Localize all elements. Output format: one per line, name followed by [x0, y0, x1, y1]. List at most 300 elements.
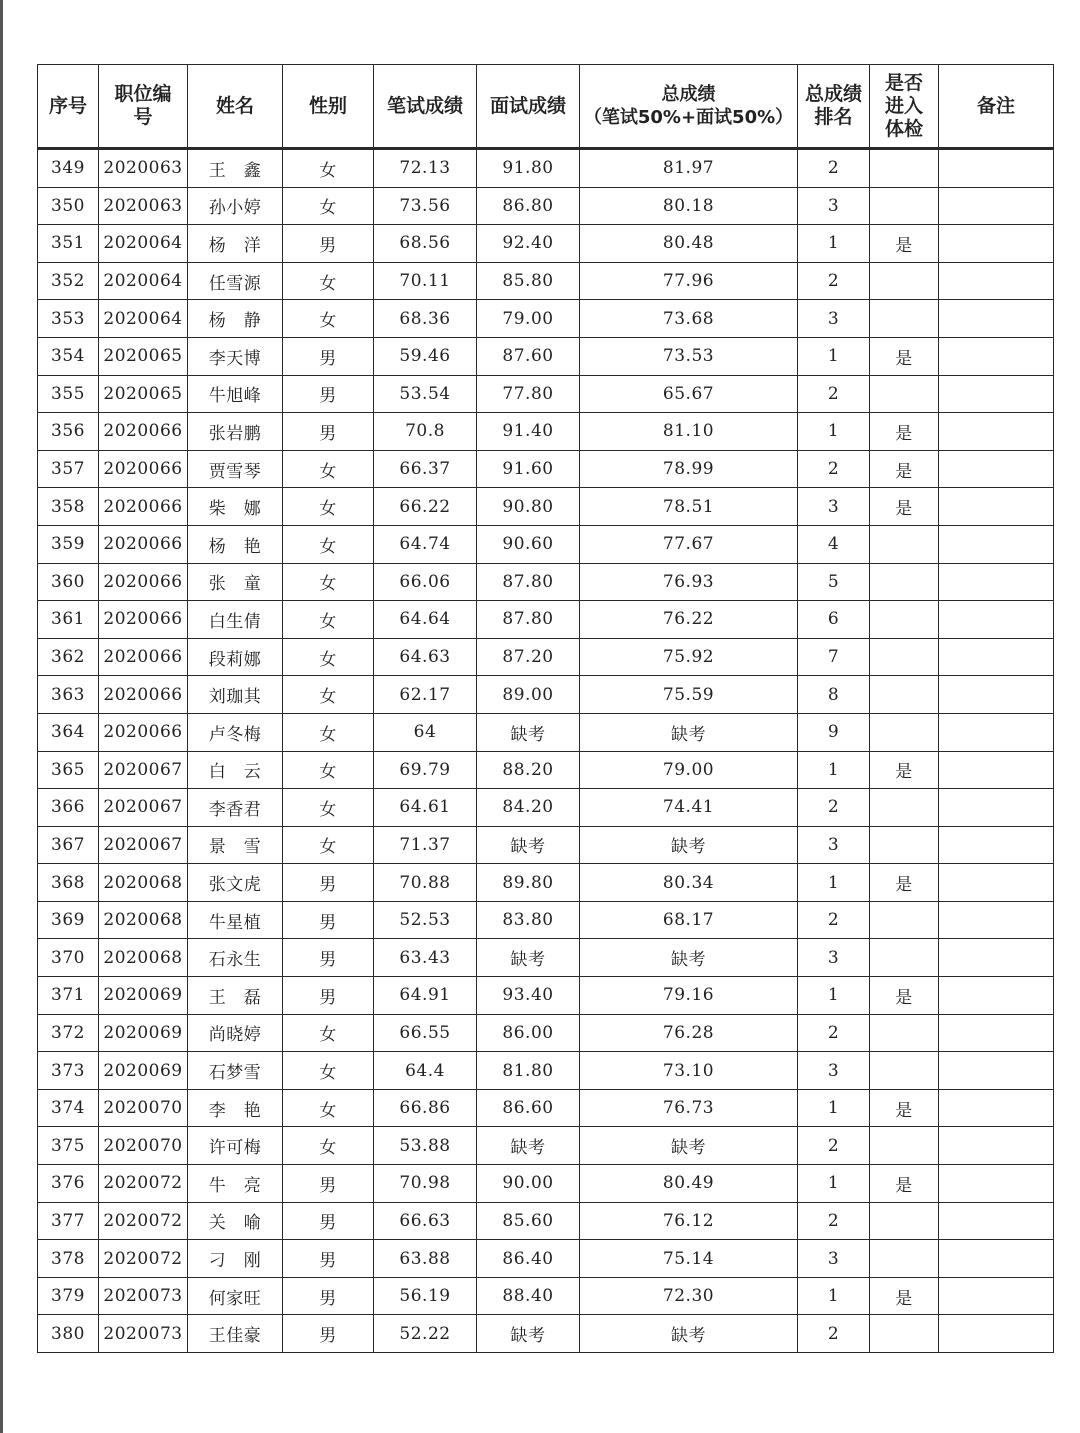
cell-gender: 女 [283, 149, 374, 188]
cell-total-score: 75.59 [580, 676, 798, 714]
cell-physical-exam [870, 1052, 939, 1090]
cell-written-score: 66.06 [374, 563, 477, 601]
cell-written-score: 63.88 [374, 1240, 477, 1278]
cell-position-code: 2020066 [99, 601, 188, 639]
cell-written-score: 64 [374, 713, 477, 751]
cell-interview-score: 89.00 [477, 676, 580, 714]
cell-gender: 男 [283, 1277, 374, 1315]
cell-interview-score: 缺考 [477, 713, 580, 751]
header-total-score [580, 65, 798, 149]
cell-total-score: 76.12 [580, 1202, 798, 1240]
header-physical-exam-line-3: 体检 [884, 117, 923, 140]
cell-gender: 男 [283, 1202, 374, 1240]
cell-rank: 1 [798, 864, 870, 902]
cell-physical-exam: 是 [870, 337, 939, 375]
cell-rank: 5 [798, 563, 870, 601]
cell-interview-score: 87.80 [477, 601, 580, 639]
cell-total-score: 缺考 [580, 713, 798, 751]
cell-name: 李 艳 [188, 1089, 283, 1127]
cell-gender: 女 [283, 1014, 374, 1052]
cell-interview-score: 89.80 [477, 864, 580, 902]
cell-physical-exam: 是 [870, 864, 939, 902]
header-rank-line-1: 总成绩 [804, 83, 862, 105]
cell-physical-exam: 是 [870, 1277, 939, 1315]
cell-rank: 2 [798, 450, 870, 488]
cell-position-code: 2020072 [99, 1165, 188, 1203]
cell-total-score: 81.97 [580, 149, 798, 188]
cell-written-score: 64.64 [374, 601, 477, 639]
cell-gender: 女 [283, 789, 374, 827]
cell-physical-exam [870, 1014, 939, 1052]
cell-seq: 352 [38, 262, 99, 300]
table-row [38, 563, 1054, 601]
table-row [38, 1165, 1054, 1203]
cell-physical-exam: 是 [870, 1165, 939, 1203]
cell-interview-score: 88.20 [477, 751, 580, 789]
cell-rank: 2 [798, 262, 870, 300]
header-seq: 序号 [38, 65, 99, 149]
header-position-code [99, 65, 188, 149]
cell-name: 张文虎 [188, 864, 283, 902]
cell-remark [939, 713, 1054, 751]
cell-rank: 1 [798, 1277, 870, 1315]
cell-remark [939, 638, 1054, 676]
cell-position-code: 2020067 [99, 826, 188, 864]
cell-gender: 女 [283, 488, 374, 526]
cell-position-code: 2020066 [99, 488, 188, 526]
cell-physical-exam [870, 789, 939, 827]
cell-rank: 3 [798, 826, 870, 864]
cell-name: 李天博 [188, 337, 283, 375]
cell-physical-exam [870, 676, 939, 714]
cell-physical-exam: 是 [870, 977, 939, 1015]
header-rank [798, 65, 870, 149]
cell-name: 许可梅 [188, 1127, 283, 1165]
cell-seq: 375 [38, 1127, 99, 1165]
header-remark: 备注 [939, 65, 1054, 149]
cell-interview-score: 86.60 [477, 1089, 580, 1127]
cell-total-score: 80.18 [580, 187, 798, 225]
cell-remark [939, 1315, 1054, 1353]
cell-name: 任雪源 [188, 262, 283, 300]
cell-gender: 女 [283, 187, 374, 225]
cell-seq: 380 [38, 1315, 99, 1353]
cell-interview-score: 86.00 [477, 1014, 580, 1052]
cell-name: 何家旺 [188, 1277, 283, 1315]
cell-rank: 1 [798, 751, 870, 789]
header-total-score-line-1: 总成绩 [661, 84, 716, 105]
cell-position-code: 2020066 [99, 563, 188, 601]
table-row [38, 1089, 1054, 1127]
cell-gender: 男 [283, 1315, 374, 1353]
cell-rank: 3 [798, 1240, 870, 1278]
cell-physical-exam: 是 [870, 450, 939, 488]
cell-name: 关 喻 [188, 1202, 283, 1240]
table-header [38, 65, 1054, 149]
cell-gender: 男 [283, 864, 374, 902]
cell-remark [939, 1127, 1054, 1165]
cell-position-code: 2020070 [99, 1127, 188, 1165]
cell-physical-exam: 是 [870, 413, 939, 451]
cell-seq: 368 [38, 864, 99, 902]
cell-interview-score: 77.80 [477, 375, 580, 413]
cell-interview-score: 88.40 [477, 1277, 580, 1315]
cell-physical-exam [870, 601, 939, 639]
header-physical-exam [870, 65, 939, 149]
cell-total-score: 80.34 [580, 864, 798, 902]
cell-rank: 3 [798, 187, 870, 225]
cell-remark [939, 864, 1054, 902]
cell-written-score: 52.22 [374, 1315, 477, 1353]
cell-total-score: 77.96 [580, 262, 798, 300]
cell-gender: 男 [283, 225, 374, 263]
cell-remark [939, 488, 1054, 526]
cell-position-code: 2020065 [99, 375, 188, 413]
cell-gender: 女 [283, 713, 374, 751]
cell-seq: 374 [38, 1089, 99, 1127]
cell-physical-exam [870, 713, 939, 751]
cell-name: 张 童 [188, 563, 283, 601]
cell-total-score: 80.48 [580, 225, 798, 263]
cell-name: 杨 洋 [188, 225, 283, 263]
cell-remark [939, 939, 1054, 977]
cell-rank: 3 [798, 939, 870, 977]
cell-seq: 372 [38, 1014, 99, 1052]
table-row [38, 601, 1054, 639]
cell-physical-exam [870, 563, 939, 601]
cell-name: 牛星植 [188, 901, 283, 939]
cell-written-score: 73.56 [374, 187, 477, 225]
cell-rank: 2 [798, 1014, 870, 1052]
cell-seq: 362 [38, 638, 99, 676]
table-row [38, 676, 1054, 714]
cell-seq: 364 [38, 713, 99, 751]
cell-interview-score: 86.40 [477, 1240, 580, 1278]
cell-written-score: 64.91 [374, 977, 477, 1015]
cell-physical-exam [870, 300, 939, 338]
cell-total-score: 73.53 [580, 337, 798, 375]
cell-total-score: 缺考 [580, 826, 798, 864]
cell-interview-score: 87.60 [477, 337, 580, 375]
cell-name: 段莉娜 [188, 638, 283, 676]
cell-name: 刁 刚 [188, 1240, 283, 1278]
cell-rank: 1 [798, 1089, 870, 1127]
cell-interview-score: 91.80 [477, 149, 580, 188]
cell-total-score: 73.68 [580, 300, 798, 338]
cell-physical-exam [870, 1127, 939, 1165]
cell-physical-exam [870, 1315, 939, 1353]
cell-interview-score: 缺考 [477, 826, 580, 864]
table-row [38, 1240, 1054, 1278]
cell-interview-score: 85.80 [477, 262, 580, 300]
header-physical-exam-line-2: 进入 [884, 94, 923, 117]
cell-seq: 357 [38, 450, 99, 488]
cell-name: 白 云 [188, 751, 283, 789]
cell-written-score: 64.61 [374, 789, 477, 827]
cell-remark [939, 375, 1054, 413]
cell-remark [939, 676, 1054, 714]
cell-gender: 女 [283, 1127, 374, 1165]
table-row [38, 977, 1054, 1015]
cell-seq: 359 [38, 525, 99, 563]
cell-rank: 2 [798, 789, 870, 827]
cell-position-code: 2020072 [99, 1202, 188, 1240]
cell-physical-exam: 是 [870, 225, 939, 263]
table-body [38, 149, 1054, 1353]
cell-written-score: 68.56 [374, 225, 477, 263]
cell-gender: 男 [283, 977, 374, 1015]
cell-seq: 354 [38, 337, 99, 375]
cell-position-code: 2020066 [99, 676, 188, 714]
table-row [38, 751, 1054, 789]
cell-seq: 370 [38, 939, 99, 977]
cell-remark [939, 1240, 1054, 1278]
cell-total-score: 缺考 [580, 939, 798, 977]
cell-position-code: 2020068 [99, 901, 188, 939]
cell-name: 杨 静 [188, 300, 283, 338]
cell-position-code: 2020065 [99, 337, 188, 375]
cell-position-code: 2020064 [99, 262, 188, 300]
cell-written-score: 64.63 [374, 638, 477, 676]
cell-name: 刘珈其 [188, 676, 283, 714]
cell-position-code: 2020066 [99, 638, 188, 676]
cell-remark [939, 187, 1054, 225]
table-row [38, 1315, 1054, 1353]
cell-total-score: 68.17 [580, 901, 798, 939]
cell-position-code: 2020064 [99, 225, 188, 263]
cell-gender: 女 [283, 525, 374, 563]
cell-seq: 356 [38, 413, 99, 451]
cell-physical-exam [870, 149, 939, 188]
cell-physical-exam [870, 1240, 939, 1278]
cell-position-code: 2020073 [99, 1315, 188, 1353]
cell-gender: 男 [283, 1165, 374, 1203]
cell-interview-score: 87.80 [477, 563, 580, 601]
table-row [38, 337, 1054, 375]
cell-position-code: 2020068 [99, 864, 188, 902]
cell-seq: 355 [38, 375, 99, 413]
cell-position-code: 2020073 [99, 1277, 188, 1315]
cell-seq: 367 [38, 826, 99, 864]
table-row [38, 187, 1054, 225]
cell-name: 牛 亮 [188, 1165, 283, 1203]
cell-remark [939, 563, 1054, 601]
cell-gender: 女 [283, 450, 374, 488]
cell-written-score: 64.74 [374, 525, 477, 563]
cell-interview-score: 84.20 [477, 789, 580, 827]
cell-written-score: 70.88 [374, 864, 477, 902]
cell-total-score: 78.99 [580, 450, 798, 488]
cell-total-score: 79.00 [580, 751, 798, 789]
cell-physical-exam [870, 1202, 939, 1240]
cell-rank: 2 [798, 149, 870, 188]
cell-interview-score: 93.40 [477, 977, 580, 1015]
header-position-code-line-1: 职位编 [114, 83, 172, 105]
cell-remark [939, 413, 1054, 451]
cell-physical-exam: 是 [870, 1089, 939, 1127]
table-row [38, 149, 1054, 188]
cell-rank: 2 [798, 1127, 870, 1165]
cell-seq: 363 [38, 676, 99, 714]
cell-rank: 4 [798, 525, 870, 563]
cell-position-code: 2020069 [99, 1052, 188, 1090]
cell-rank: 1 [798, 225, 870, 263]
cell-written-score: 64.4 [374, 1052, 477, 1090]
table-row [38, 713, 1054, 751]
cell-rank: 1 [798, 337, 870, 375]
cell-seq: 378 [38, 1240, 99, 1278]
cell-remark [939, 450, 1054, 488]
cell-physical-exam [870, 901, 939, 939]
cell-written-score: 69.79 [374, 751, 477, 789]
table-row [38, 1277, 1054, 1315]
cell-position-code: 2020066 [99, 413, 188, 451]
cell-name: 贾雪琴 [188, 450, 283, 488]
table-row [38, 864, 1054, 902]
cell-written-score: 66.55 [374, 1014, 477, 1052]
header-written-score: 笔试成绩 [374, 65, 477, 149]
cell-position-code: 2020063 [99, 187, 188, 225]
table-row [38, 939, 1054, 977]
cell-interview-score: 86.80 [477, 187, 580, 225]
cell-total-score: 78.51 [580, 488, 798, 526]
cell-physical-exam [870, 525, 939, 563]
cell-position-code: 2020067 [99, 789, 188, 827]
header-physical-exam-line-1: 是否 [884, 71, 923, 94]
cell-written-score: 53.88 [374, 1127, 477, 1165]
cell-gender: 女 [283, 1089, 374, 1127]
cell-written-score: 71.37 [374, 826, 477, 864]
cell-interview-score: 缺考 [477, 939, 580, 977]
cell-name: 石永生 [188, 939, 283, 977]
cell-position-code: 2020066 [99, 713, 188, 751]
cell-interview-score: 缺考 [477, 1315, 580, 1353]
cell-seq: 376 [38, 1165, 99, 1203]
cell-rank: 3 [798, 1052, 870, 1090]
cell-name: 杨 艳 [188, 525, 283, 563]
cell-gender: 女 [283, 262, 374, 300]
cell-seq: 366 [38, 789, 99, 827]
cell-rank: 2 [798, 1202, 870, 1240]
cell-physical-exam [870, 187, 939, 225]
cell-remark [939, 901, 1054, 939]
cell-interview-score: 90.60 [477, 525, 580, 563]
cell-physical-exam: 是 [870, 751, 939, 789]
cell-rank: 1 [798, 1165, 870, 1203]
cell-gender: 女 [283, 826, 374, 864]
cell-rank: 9 [798, 713, 870, 751]
cell-position-code: 2020069 [99, 1014, 188, 1052]
cell-remark [939, 751, 1054, 789]
cell-gender: 男 [283, 375, 374, 413]
cell-physical-exam [870, 939, 939, 977]
cell-rank: 8 [798, 676, 870, 714]
cell-rank: 1 [798, 413, 870, 451]
table-row [38, 826, 1054, 864]
cell-written-score: 56.19 [374, 1277, 477, 1315]
cell-rank: 1 [798, 977, 870, 1015]
cell-gender: 男 [283, 901, 374, 939]
cell-rank: 2 [798, 375, 870, 413]
cell-written-score: 66.86 [374, 1089, 477, 1127]
cell-position-code: 2020068 [99, 939, 188, 977]
cell-written-score: 68.36 [374, 300, 477, 338]
cell-physical-exam [870, 638, 939, 676]
cell-seq: 379 [38, 1277, 99, 1315]
cell-seq: 361 [38, 601, 99, 639]
table-row [38, 1202, 1054, 1240]
cell-position-code: 2020063 [99, 149, 188, 188]
cell-total-score: 74.41 [580, 789, 798, 827]
cell-position-code: 2020066 [99, 525, 188, 563]
cell-total-score: 72.30 [580, 1277, 798, 1315]
cell-written-score: 66.63 [374, 1202, 477, 1240]
cell-rank: 3 [798, 300, 870, 338]
cell-rank: 2 [798, 901, 870, 939]
cell-total-score: 79.16 [580, 977, 798, 1015]
cell-name: 王佳豪 [188, 1315, 283, 1353]
cell-total-score: 76.28 [580, 1014, 798, 1052]
header-row [38, 65, 1054, 149]
cell-gender: 女 [283, 751, 374, 789]
cell-remark [939, 601, 1054, 639]
cell-position-code: 2020072 [99, 1240, 188, 1278]
cell-seq: 377 [38, 1202, 99, 1240]
cell-gender: 男 [283, 939, 374, 977]
cell-remark [939, 300, 1054, 338]
cell-remark [939, 789, 1054, 827]
cell-gender: 女 [283, 300, 374, 338]
cell-seq: 353 [38, 300, 99, 338]
cell-physical-exam [870, 826, 939, 864]
cell-remark [939, 1202, 1054, 1240]
cell-name: 石梦雪 [188, 1052, 283, 1090]
cell-seq: 371 [38, 977, 99, 1015]
cell-total-score: 缺考 [580, 1315, 798, 1353]
cell-written-score: 66.22 [374, 488, 477, 526]
cell-seq: 369 [38, 901, 99, 939]
cell-interview-score: 79.00 [477, 300, 580, 338]
table-row [38, 300, 1054, 338]
cell-name: 尚晓婷 [188, 1014, 283, 1052]
cell-name: 孙小婷 [188, 187, 283, 225]
header-rank-line-2: 排名 [814, 106, 853, 128]
cell-gender: 男 [283, 337, 374, 375]
cell-written-score: 53.54 [374, 375, 477, 413]
cell-name: 白生倩 [188, 601, 283, 639]
page-edge-line [0, 0, 3, 1433]
cell-interview-score: 缺考 [477, 1127, 580, 1165]
cell-gender: 女 [283, 601, 374, 639]
cell-position-code: 2020070 [99, 1089, 188, 1127]
cell-name: 张岩鹏 [188, 413, 283, 451]
cell-written-score: 70.98 [374, 1165, 477, 1203]
cell-seq: 360 [38, 563, 99, 601]
cell-written-score: 72.13 [374, 149, 477, 188]
cell-name: 王 鑫 [188, 149, 283, 188]
cell-remark [939, 1165, 1054, 1203]
cell-remark [939, 337, 1054, 375]
header-interview-score: 面试成绩 [477, 65, 580, 149]
header-name: 姓名 [188, 65, 283, 149]
cell-remark [939, 977, 1054, 1015]
cell-total-score: 77.67 [580, 525, 798, 563]
cell-written-score: 62.17 [374, 676, 477, 714]
cell-gender: 女 [283, 676, 374, 714]
table-row [38, 262, 1054, 300]
table-row [38, 375, 1054, 413]
cell-total-score: 65.67 [580, 375, 798, 413]
